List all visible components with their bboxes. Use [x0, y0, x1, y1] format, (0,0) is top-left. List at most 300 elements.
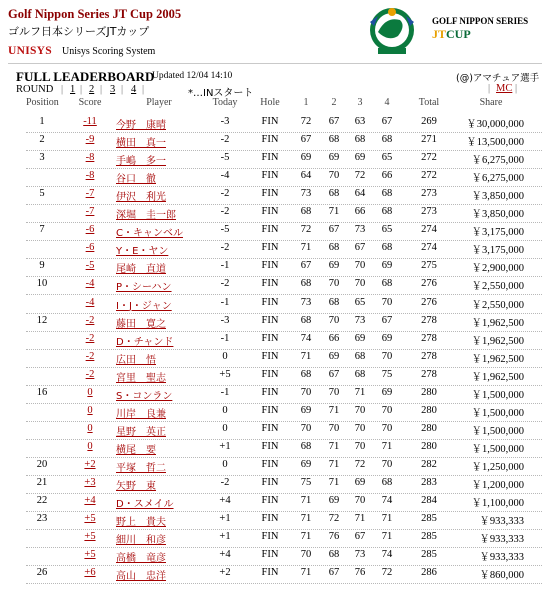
- hole-cell: FIN: [261, 188, 279, 200]
- total-cell: 285: [421, 531, 437, 543]
- hole-cell: FIN: [261, 422, 279, 434]
- player-link[interactable]: 星野 英正: [116, 426, 166, 438]
- player-link[interactable]: 広田 悟: [116, 354, 156, 366]
- round2-cell: 70: [328, 314, 340, 326]
- table-row: [0, 369, 550, 387]
- round1-cell: 71: [300, 242, 312, 254]
- col-position: Position: [26, 97, 59, 108]
- today-cell: -2: [220, 134, 230, 146]
- player-link[interactable]: Y・E・ヤン: [116, 246, 169, 258]
- total-cell: 278: [421, 332, 437, 344]
- round2-cell: 71: [328, 477, 340, 488]
- round3-cell: 76: [354, 567, 366, 579]
- hole-cell: FIN: [261, 242, 279, 254]
- hole-cell: FIN: [261, 116, 279, 127]
- player-link[interactable]: 尾崎 直道: [116, 264, 166, 276]
- mc-separator: |: [515, 83, 518, 94]
- position-cell: 20: [36, 458, 48, 470]
- total-cell: 278: [421, 350, 437, 362]
- round4-cell: 75: [381, 368, 393, 380]
- player-link[interactable]: 宮里 聖志: [116, 372, 166, 384]
- round2-cell: 67: [328, 368, 340, 380]
- score-link[interactable]: -2: [85, 332, 95, 344]
- share-cell: ￥2,550,000: [471, 299, 524, 311]
- round3-cell: 71: [354, 386, 366, 398]
- round2-cell: 71: [328, 458, 340, 470]
- round2-cell: 70: [328, 170, 340, 182]
- col-round3: 3: [357, 97, 363, 108]
- round3-cell: 68: [354, 134, 366, 146]
- player-link[interactable]: 川岸 良兼: [116, 408, 166, 420]
- round2-cell: 69: [328, 152, 340, 164]
- round2-cell: 70: [328, 386, 340, 398]
- round2-cell: 71: [328, 440, 340, 452]
- round2-cell: 68: [328, 549, 340, 561]
- table-row: [0, 567, 550, 585]
- round1-cell: 68: [300, 368, 312, 380]
- score-link[interactable]: -8: [85, 170, 95, 182]
- round4-cell: 68: [381, 278, 393, 290]
- share-cell: ￥1,500,000: [471, 425, 524, 437]
- today-cell: -1: [220, 296, 230, 308]
- hole-cell: FIN: [261, 278, 279, 290]
- share-cell: ￥2,900,000: [471, 263, 524, 275]
- total-cell: 280: [421, 404, 437, 416]
- tournament-title-jp: ゴルフ日本シリーズJTカップ: [8, 25, 150, 38]
- total-cell: 284: [421, 495, 437, 507]
- today-cell: -1: [220, 386, 230, 398]
- col-share: Share: [479, 97, 503, 108]
- round2-cell: 72: [328, 513, 340, 525]
- share-cell: ￥933,333: [479, 516, 524, 528]
- table-row: [0, 260, 550, 278]
- total-cell: 273: [421, 206, 437, 218]
- player-link[interactable]: 伊沢 利光: [116, 192, 166, 204]
- today-cell: -2: [220, 477, 230, 488]
- position-cell: 23: [36, 513, 48, 525]
- table-row: [0, 423, 550, 441]
- table-row: [0, 170, 550, 188]
- round-4-link[interactable]: 4: [131, 84, 137, 95]
- round4-cell: 71: [381, 513, 393, 525]
- score-link[interactable]: -6: [85, 242, 95, 254]
- player-link[interactable]: 細川 和彦: [116, 535, 166, 547]
- round4-cell: 71: [381, 440, 393, 452]
- round-2-link[interactable]: 2: [89, 84, 95, 95]
- score-link[interactable]: +3: [84, 477, 96, 488]
- hole-cell: FIN: [261, 549, 279, 561]
- player-link[interactable]: P・シーハン: [116, 282, 172, 294]
- table-header: [0, 97, 550, 111]
- round4-cell: 69: [381, 386, 393, 398]
- round3-cell: 70: [354, 260, 366, 272]
- header: [0, 0, 550, 74]
- round3-cell: 72: [354, 458, 366, 470]
- share-cell: ￥1,500,000: [471, 443, 524, 455]
- today-cell: -2: [220, 188, 230, 200]
- round2-cell: 69: [328, 495, 340, 507]
- today-cell: -1: [220, 260, 230, 272]
- total-cell: 280: [421, 422, 437, 434]
- today-cell: -2: [220, 242, 230, 254]
- round1-cell: 68: [300, 278, 312, 290]
- round1-cell: 75: [300, 477, 312, 488]
- score-link[interactable]: -7: [85, 206, 95, 218]
- round4-cell: 66: [381, 170, 393, 182]
- table-row: [0, 549, 550, 567]
- round2-cell: 71: [328, 206, 340, 218]
- share-cell: ￥1,250,000: [471, 461, 524, 473]
- round4-cell: 68: [381, 206, 393, 218]
- round1-cell: 73: [300, 188, 312, 200]
- round4-cell: 70: [381, 350, 393, 362]
- share-cell: ￥933,333: [479, 552, 524, 564]
- round4-cell: 70: [381, 458, 393, 470]
- share-cell: ￥3,175,000: [471, 245, 524, 257]
- total-cell: 285: [421, 549, 437, 561]
- round4-cell: 69: [381, 332, 393, 344]
- table-row: [0, 116, 550, 134]
- total-cell: 275: [421, 260, 437, 272]
- unisys-scoring-label: Unisys Scoring System: [62, 46, 156, 57]
- round3-cell: 70: [354, 422, 366, 434]
- round2-cell: 68: [328, 242, 340, 254]
- round3-cell: 69: [354, 477, 366, 488]
- round1-cell: 73: [300, 296, 312, 308]
- logo-jt: JT: [432, 27, 447, 41]
- score-link[interactable]: +6: [84, 567, 96, 579]
- round3-cell: 67: [354, 531, 366, 543]
- score-link[interactable]: 0: [87, 440, 93, 452]
- round4-cell: 70: [381, 422, 393, 434]
- today-cell: +1: [219, 440, 231, 452]
- share-cell: ￥1,962,500: [471, 335, 524, 347]
- total-cell: 272: [421, 152, 437, 164]
- table-row: [0, 387, 550, 405]
- round-3-link[interactable]: 3: [110, 84, 116, 95]
- round1-cell: 70: [300, 549, 312, 561]
- player-link[interactable]: 高橋 竜彦: [116, 553, 166, 565]
- player-link[interactable]: 深堀 圭一郎: [116, 210, 176, 222]
- round2-cell: 67: [328, 567, 340, 579]
- table-row: [0, 188, 550, 206]
- today-cell: 0: [222, 458, 228, 470]
- table-row: [0, 459, 550, 477]
- round3-cell: 68: [354, 350, 366, 362]
- position-cell: 2: [39, 134, 45, 146]
- round3-cell: 70: [354, 440, 366, 452]
- total-cell: 276: [421, 296, 437, 308]
- round-1-link[interactable]: 1: [70, 84, 76, 95]
- table-row: [0, 224, 550, 242]
- position-cell: 5: [39, 188, 45, 200]
- round3-cell: 73: [354, 314, 366, 326]
- round4-cell: 65: [381, 224, 393, 236]
- col-hole: Hole: [260, 97, 280, 108]
- hole-cell: FIN: [261, 224, 279, 236]
- share-cell: ￥933,333: [479, 534, 524, 546]
- table-row: [0, 134, 550, 152]
- header-divider: [8, 63, 542, 64]
- round-separator: |: [121, 84, 124, 95]
- total-cell: 285: [421, 513, 437, 525]
- hole-cell: FIN: [261, 206, 279, 218]
- amateur-note: (@)アマチュア選手: [456, 73, 540, 84]
- score-link[interactable]: +2: [84, 458, 96, 470]
- round1-cell: 64: [300, 170, 312, 182]
- score-link[interactable]: +5: [84, 531, 96, 543]
- score-link[interactable]: -6: [85, 224, 95, 236]
- score-link[interactable]: -2: [85, 350, 95, 362]
- round4-cell: 68: [381, 134, 393, 146]
- mc-link[interactable]: MC: [496, 83, 513, 94]
- round1-cell: 74: [300, 332, 312, 344]
- table-row: [0, 333, 550, 351]
- col-today: Today: [212, 97, 238, 108]
- table-row: [0, 441, 550, 459]
- round4-cell: 72: [381, 567, 393, 579]
- round-separator: |: [100, 84, 103, 95]
- score-link[interactable]: -11: [83, 116, 97, 127]
- round3-cell: 63: [354, 116, 366, 127]
- round3-cell: 68: [354, 368, 366, 380]
- total-cell: 283: [421, 477, 437, 488]
- hole-cell: FIN: [261, 296, 279, 308]
- player-link[interactable]: 藤田 寛之: [116, 318, 166, 330]
- total-cell: 280: [421, 386, 437, 398]
- score-link[interactable]: +4: [84, 495, 96, 507]
- round1-cell: 71: [300, 567, 312, 579]
- hole-cell: FIN: [261, 152, 279, 164]
- score-link[interactable]: -2: [85, 314, 95, 326]
- hole-cell: FIN: [261, 170, 279, 182]
- score-link[interactable]: 0: [87, 422, 93, 434]
- in-start-note: *…INスタート: [188, 88, 254, 99]
- hole-cell: FIN: [261, 350, 279, 362]
- round2-cell: 68: [328, 188, 340, 200]
- today-cell: -1: [220, 332, 230, 344]
- table-row: [0, 315, 550, 333]
- leaderboard-title: FULL LEADERBOARD: [16, 69, 155, 84]
- hole-cell: FIN: [261, 567, 279, 579]
- round4-cell: 74: [381, 549, 393, 561]
- round4-cell: 70: [381, 296, 393, 308]
- round4-cell: 70: [381, 404, 393, 416]
- hole-cell: FIN: [261, 513, 279, 525]
- score-link[interactable]: -7: [85, 188, 95, 200]
- table-row: [0, 278, 550, 296]
- round1-cell: 69: [300, 152, 312, 164]
- round-separator: |: [142, 84, 145, 95]
- position-cell: 26: [36, 567, 48, 579]
- hole-cell: FIN: [261, 386, 279, 398]
- mc-separator: |: [488, 83, 491, 94]
- logo-line2: [432, 27, 471, 42]
- round1-cell: 68: [300, 314, 312, 326]
- share-cell: ￥3,850,000: [471, 209, 524, 221]
- col-player: Player: [146, 97, 172, 108]
- score-link[interactable]: 0: [87, 386, 93, 398]
- round3-cell: 70: [354, 495, 366, 507]
- score-link[interactable]: -5: [85, 260, 95, 272]
- table-row: [0, 513, 550, 531]
- col-round1: 1: [303, 97, 309, 108]
- total-cell: 272: [421, 170, 437, 182]
- round2-cell: 71: [328, 404, 340, 416]
- total-cell: 286: [421, 567, 437, 579]
- table-row: [0, 495, 550, 513]
- round4-cell: 68: [381, 477, 393, 488]
- hole-cell: FIN: [261, 134, 279, 146]
- logo-line1: GOLF NIPPON SERIES: [432, 16, 529, 26]
- player-link[interactable]: S・コンラン: [116, 390, 173, 402]
- score-link[interactable]: +5: [84, 549, 96, 561]
- round2-cell: 67: [328, 224, 340, 236]
- today-cell: +1: [219, 531, 231, 543]
- today-cell: -2: [220, 278, 230, 290]
- total-cell: 274: [421, 242, 437, 254]
- today-cell: -2: [220, 206, 230, 218]
- score-link[interactable]: +5: [84, 513, 96, 525]
- player-link[interactable]: 高山 忠洋: [116, 571, 166, 583]
- score-link[interactable]: 0: [87, 404, 93, 416]
- round1-cell: 68: [300, 440, 312, 452]
- position-cell: 22: [36, 495, 48, 507]
- position-cell: 16: [36, 386, 48, 398]
- total-cell: 282: [421, 458, 437, 470]
- round1-cell: 69: [300, 458, 312, 470]
- round4-cell: 68: [381, 188, 393, 200]
- round2-cell: 69: [328, 260, 340, 272]
- round3-cell: 72: [354, 170, 366, 182]
- round2-cell: 66: [328, 332, 340, 344]
- position-cell: 3: [39, 152, 45, 164]
- total-cell: 278: [421, 314, 437, 326]
- round2-cell: 67: [328, 116, 340, 127]
- round4-cell: 68: [381, 242, 393, 254]
- table-row: [0, 297, 550, 315]
- today-cell: -3: [220, 314, 230, 326]
- updated-timestamp: Updated 12/04 14:10: [152, 71, 233, 81]
- player-link[interactable]: I・J・ジャン: [116, 300, 172, 312]
- today-cell: 0: [222, 404, 228, 416]
- total-cell: 276: [421, 278, 437, 290]
- round1-cell: 71: [300, 531, 312, 543]
- share-cell: ￥3,850,000: [471, 191, 524, 203]
- today-cell: 0: [222, 350, 228, 362]
- round2-cell: 70: [328, 422, 340, 434]
- player-link[interactable]: 野上 貴夫: [116, 517, 166, 529]
- round-separator: |: [61, 84, 64, 95]
- score-link[interactable]: -8: [85, 152, 95, 164]
- hole-cell: FIN: [261, 477, 279, 488]
- today-cell: +1: [219, 513, 231, 525]
- hole-cell: FIN: [261, 332, 279, 344]
- today-cell: +5: [219, 368, 231, 380]
- table-row: [0, 206, 550, 224]
- score-link[interactable]: -9: [85, 134, 95, 146]
- round3-cell: 66: [354, 206, 366, 218]
- player-link[interactable]: 矢野 東: [116, 481, 156, 492]
- round4-cell: 65: [381, 152, 393, 164]
- round1-cell: 70: [300, 386, 312, 398]
- table-row: [0, 405, 550, 423]
- round1-cell: 72: [300, 224, 312, 236]
- position-cell: 21: [36, 477, 48, 488]
- today-cell: -5: [220, 224, 230, 236]
- share-cell: ￥2,550,000: [471, 281, 524, 293]
- player-link[interactable]: D・スメイル: [116, 499, 174, 511]
- round1-cell: 67: [300, 134, 312, 146]
- hole-cell: FIN: [261, 458, 279, 470]
- hole-cell: FIN: [261, 314, 279, 326]
- round2-cell: 69: [328, 350, 340, 362]
- total-cell: 278: [421, 368, 437, 380]
- table-row: [0, 477, 550, 495]
- round3-cell: 69: [354, 332, 366, 344]
- round1-cell: 71: [300, 350, 312, 362]
- col-round2: 2: [331, 97, 337, 108]
- score-link[interactable]: -4: [85, 278, 95, 290]
- score-link[interactable]: -4: [85, 296, 95, 308]
- position-cell: 7: [39, 224, 45, 236]
- round3-cell: 69: [354, 152, 366, 164]
- round2-cell: 68: [328, 296, 340, 308]
- today-cell: +2: [219, 567, 231, 579]
- share-cell: ￥1,500,000: [471, 389, 524, 401]
- player-link[interactable]: C・キャンベル: [116, 228, 183, 240]
- position-cell: 12: [36, 314, 48, 326]
- round1-cell: 71: [300, 513, 312, 525]
- round1-cell: 69: [300, 404, 312, 416]
- score-link[interactable]: -2: [85, 368, 95, 380]
- total-cell: 274: [421, 224, 437, 236]
- table-row: [0, 351, 550, 369]
- hole-cell: FIN: [261, 495, 279, 507]
- today-cell: +4: [219, 549, 231, 561]
- player-link[interactable]: 谷口 徹: [116, 174, 156, 186]
- share-cell: ￥1,962,500: [471, 317, 524, 329]
- round3-cell: 71: [354, 513, 366, 525]
- tournament-title: Golf Nippon Series JT Cup 2005: [8, 7, 182, 21]
- round1-cell: 70: [300, 422, 312, 434]
- player-link[interactable]: 平塚 哲二: [116, 462, 166, 474]
- total-cell: 273: [421, 188, 437, 200]
- table-row: [0, 242, 550, 260]
- round1-cell: 67: [300, 260, 312, 272]
- player-link[interactable]: 横田 真一: [116, 138, 166, 150]
- round4-cell: 74: [381, 495, 393, 507]
- hole-cell: FIN: [261, 531, 279, 543]
- today-cell: +4: [219, 495, 231, 507]
- total-cell: 280: [421, 440, 437, 452]
- player-link[interactable]: 手嶋 多一: [116, 156, 166, 168]
- share-cell: ￥30,000,000: [466, 119, 524, 130]
- col-total: Total: [418, 97, 440, 108]
- round3-cell: 65: [354, 296, 366, 308]
- player-link[interactable]: 今野 康晴: [116, 120, 166, 131]
- table-row: [0, 531, 550, 549]
- round1-cell: 68: [300, 206, 312, 218]
- player-link[interactable]: D・チャンド: [116, 336, 174, 348]
- round3-cell: 70: [354, 404, 366, 416]
- player-link[interactable]: 横尾 要: [116, 444, 156, 456]
- hole-cell: FIN: [261, 404, 279, 416]
- share-cell: ￥860,000: [479, 570, 524, 582]
- round3-cell: 70: [354, 278, 366, 290]
- today-cell: -4: [220, 170, 230, 182]
- position-cell: 1: [39, 116, 45, 127]
